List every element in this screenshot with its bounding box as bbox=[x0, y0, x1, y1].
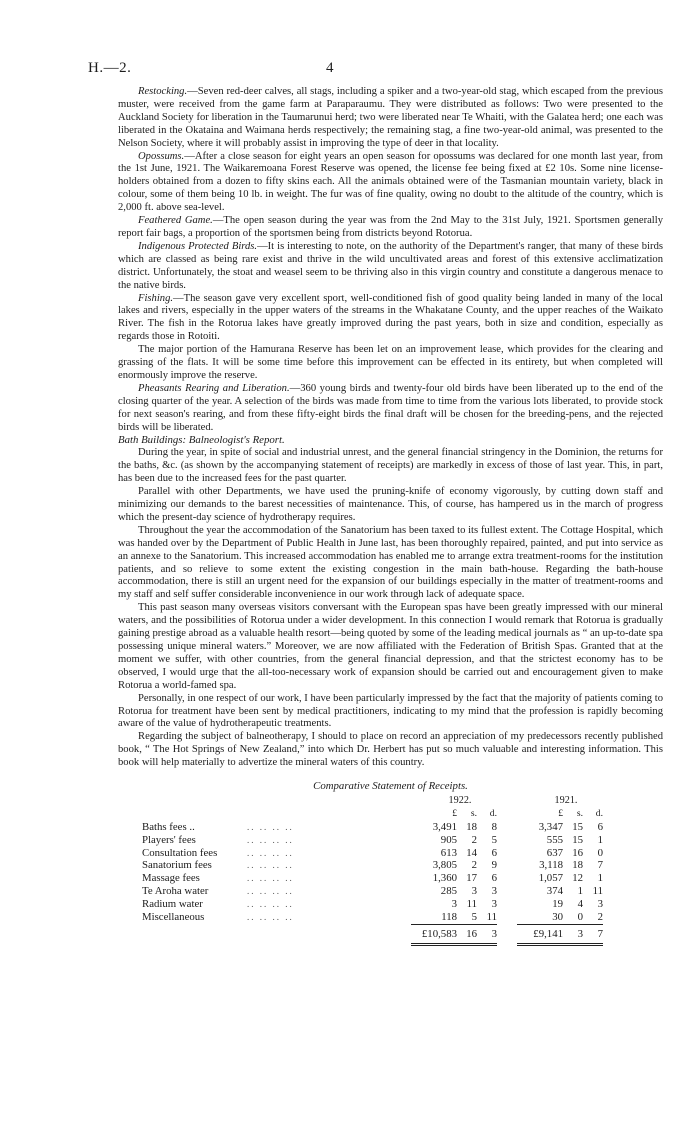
paragraph-text: —The season gave very excellent sport, well-conditioned fish of good quality being landed in many of the local lakes and rivers, especially in the upper waters of the streams in the Whakatane County, and the upper reaches of the Waikato River. The fish in the Rotorua lakes have greatly improved during the past years, both in size and condition, especially as regards those in Rotoiti. bbox=[118, 292, 663, 343]
table-row bbox=[142, 859, 603, 872]
column-gap bbox=[497, 898, 517, 911]
paragraph-text: —Seven red-deer calves, all stags, including a spiker and a two-year-old stag, which escaped from the previous muster, were received from the game farm at Paraparaumu. They were distributed as follows: Two were presented to the Auckland Society for liberation in the Taumarunui herd; two were liberated near Te Whaiti, with the Galatea herd; one each was liberated in the Okataina and Waimana herds respectively; the remaining stag, a fine two-year-old animal, was presented to the Nelson Society, where it will probably assist in improving the type of deer in that locality. bbox=[118, 86, 663, 149]
year-header-row bbox=[142, 795, 603, 808]
page-ref: H.—2. bbox=[88, 60, 132, 76]
unit-pounds: £ bbox=[558, 807, 563, 819]
paragraph bbox=[118, 215, 663, 241]
value-1921: 1 bbox=[597, 833, 603, 846]
value-1921: 6 bbox=[597, 820, 603, 833]
receipts-table bbox=[142, 795, 603, 946]
row-label: Massage fees bbox=[142, 872, 200, 885]
value-1921: 0 bbox=[577, 911, 583, 924]
section-title: Bath Buildings: Balneologist's Report. bbox=[118, 434, 285, 447]
value-1922: 3,805 bbox=[432, 859, 457, 872]
paragraph-lead: Feathered Game. bbox=[138, 215, 213, 227]
paragraph-lead: Pheasants Rearing and Liberation. bbox=[138, 382, 290, 394]
value-1921: 3,347 bbox=[538, 820, 563, 833]
value-1922: 613 bbox=[440, 846, 457, 859]
total-1921: 3 bbox=[563, 925, 583, 945]
paragraph-lead: Opossums. bbox=[138, 150, 185, 162]
paragraph-text: The major portion of the Hamurana Reserve has been let on an improvement lease, which provides for the clearing and grassing of the flats. It will be some time before this improvement can be effected in its entirety, but when completed will enormously improve the reserve. bbox=[118, 344, 663, 381]
table-row bbox=[142, 872, 603, 885]
value-1922: 3 bbox=[491, 885, 497, 898]
paragraph: During the year, in spite of social and industrial unrest, and the general financial stringency in the Dominion, the returns for the baths, &c. (as shown by the accompanying statement of receipts) are markedly in excess of those of last year. This, in part, has been due to the increased fees for the past quarter. bbox=[118, 447, 663, 485]
balneologist-section bbox=[118, 447, 663, 770]
column-gap bbox=[497, 885, 517, 898]
paragraph: Personally, in one respect of our work, I have been particularly impressed by the fact that the majority of patients coming to Rotorua for treatment have been sent by medical practitioners, indicating to my mind that the profession is rapidly becoming aware of the value of hydrotherapeutic treatments. bbox=[118, 692, 663, 730]
row-leader-dots: .. .. .. .. bbox=[247, 860, 294, 871]
value-1921: 18 bbox=[572, 859, 583, 872]
table-row bbox=[142, 911, 603, 924]
value-1921: 2 bbox=[597, 911, 603, 924]
total-1922: 16 bbox=[457, 925, 477, 945]
value-1921: 19 bbox=[552, 898, 563, 911]
column-gap bbox=[497, 821, 517, 834]
unit-pence: d. bbox=[489, 807, 497, 819]
value-1922: 11 bbox=[466, 898, 477, 911]
value-1922: 18 bbox=[466, 820, 477, 833]
value-1922: 905 bbox=[440, 833, 457, 846]
value-1922: 6 bbox=[491, 872, 497, 885]
row-label: Radium water bbox=[142, 898, 203, 911]
value-1922: 118 bbox=[441, 911, 457, 924]
value-1922: 11 bbox=[486, 911, 497, 924]
paragraph: Regarding the subject of balneotherapy, I should to place on record an appreciation of my predecessors recently published book, “ The Hot Springs of New Zealand,” into which Dr. Herbert has put so much valuable and interesting information. This book will help materially to advertize the mineral waters of this country. bbox=[118, 731, 663, 769]
paragraph-text: —360 young birds and twenty-four old birds have been liberated up to the end of the closing quarter of the year. A selection of the birds was made from time to time from the various lots liberated, to provide stock for next season's rearing, and from these fifty-eight birds the final draft will be chosen for the breeding-pens, and the rejected birds will be liberated. bbox=[118, 382, 663, 433]
paragraph bbox=[118, 293, 663, 345]
value-1922: 9 bbox=[491, 859, 497, 872]
value-1922: 3 bbox=[491, 898, 497, 911]
row-leader-dots: .. .. .. .. bbox=[247, 834, 294, 845]
row-label: Sanatorium fees bbox=[142, 859, 212, 872]
total-1921: £9,141 bbox=[517, 925, 563, 945]
paragraph-text: —After a close season for eight years an open season for opossums was declared for one month last year, from the 1st June, 1921. The Waikaremoana Forest Reserve was opened, the license fee being fixed at £2 10s. Some nine license-holders obtained from a dozen to fifty skins each. All the animals obtained were of the Tasmanian mountain variety, black in colour, some of them being 10 lb. in weight. The fur was of fine quality, owing no doubt to the altitude of the country, which is 2,000 ft. above sea-level. bbox=[118, 150, 663, 214]
total-1922: £10,583 bbox=[411, 925, 457, 945]
column-gap bbox=[497, 911, 517, 924]
value-1921: 0 bbox=[597, 846, 603, 859]
row-leader-dots: .. .. .. .. bbox=[247, 873, 294, 884]
column-gap bbox=[497, 847, 517, 860]
value-1921: 4 bbox=[577, 898, 583, 911]
column-gap bbox=[497, 925, 517, 945]
column-gap bbox=[497, 872, 517, 885]
value-1922: 2 bbox=[471, 859, 477, 872]
value-1921: 16 bbox=[572, 846, 583, 859]
value-1921: 11 bbox=[592, 885, 603, 898]
totals-spacer bbox=[247, 925, 411, 945]
paragraph: Throughout the year the accommodation of the Sanatorium has been taxed to its fullest extent. The Cottage Hospital, which was handed over by the Department of Public Health in June last, has been thoroughly repaired, painted, and put into service as an annexe to the Sanatorium. This increased accommodation has enabled me to arrange extra treatment-rooms for the institution patients, and so relieve to some extent the existing congestion in the main bath-house. Regarding the bath-house accommodation, there is still an urgent need for the expansion of our buildings especially in the matter of treatment-rooms and my staff and self suffer considerable inconvenience in our work through lack of adequate space. bbox=[118, 524, 663, 601]
paragraph: This past season many overseas visitors conversant with the European spas have been greatly impressed with our mineral waters, and the possibilities of Rotorua under a wider development. In this connection I would remark that Rotorua is gradually gaining prestige abroad as a valuable health resort—being quoted by some of the leading medical journals as “ an up-to-date spa possessing unique mineral waters.” Moreover, we are now affiliated with the Federation of British Spas. Granted that at the moment we suffer, with other countries, from the general financial depression, and that the strictest economy has to be observed, I would urge that the all-too-necessary work of expansion should be carried out and encouragement given to make Rotorua a world-famed spa. bbox=[118, 602, 663, 691]
paragraph bbox=[118, 383, 663, 435]
row-label: Te Aroha water bbox=[142, 885, 209, 898]
unit-pounds: £ bbox=[452, 807, 457, 819]
table-row bbox=[142, 885, 603, 898]
paragraph bbox=[118, 241, 663, 293]
value-1922: 17 bbox=[466, 872, 477, 885]
table-row bbox=[142, 847, 603, 860]
row-label: Consultation fees bbox=[142, 846, 218, 859]
value-1922: 3 bbox=[451, 898, 457, 911]
value-1921: 15 bbox=[572, 833, 583, 846]
value-1922: 14 bbox=[466, 846, 477, 859]
paragraph bbox=[118, 86, 663, 151]
table-row bbox=[142, 898, 603, 911]
value-1921: 7 bbox=[597, 859, 603, 872]
row-leader-dots: .. .. .. .. bbox=[247, 912, 294, 923]
row-leader-dots: .. .. .. .. bbox=[247, 886, 294, 897]
value-1922: 3 bbox=[471, 885, 477, 898]
table-row bbox=[142, 834, 603, 847]
value-1921: 30 bbox=[552, 911, 563, 924]
paragraph-lead: Restocking. bbox=[138, 86, 188, 97]
value-1922: 1,360 bbox=[432, 872, 457, 885]
unit-pence: d. bbox=[595, 807, 603, 819]
paragraph-lead: Fishing. bbox=[138, 292, 174, 304]
year-1922: 1922. bbox=[448, 794, 472, 806]
year-1921: 1921. bbox=[554, 794, 578, 806]
row-label: Baths fees .. bbox=[142, 820, 195, 833]
paragraph bbox=[118, 151, 663, 216]
total-1922: 3 bbox=[477, 925, 497, 945]
paragraph-text: —It is interesting to note, on the authority of the Department's ranger, that many of these birds which are classed as being rare exist and thrive in the wild uncultivated areas and forest of this extensive acclimatization district. Unfortunately, the stoat and weasel seem to be thriving also in this virgin country and constitute a dangerous menace to the native birds. bbox=[118, 240, 663, 291]
value-1922: 3,491 bbox=[432, 820, 457, 833]
value-1922: 5 bbox=[491, 833, 497, 846]
totals-row bbox=[142, 925, 603, 945]
page-body bbox=[118, 86, 663, 946]
value-1921: 637 bbox=[546, 846, 563, 859]
value-1922: 6 bbox=[491, 846, 497, 859]
value-1922: 285 bbox=[440, 885, 457, 898]
value-1922: 2 bbox=[471, 833, 477, 846]
paragraph: Parallel with other Departments, we have used the pruning-knife of economy vigorously, by cutting down staff and minimizing our demands to the barest necessities of maintenance. This, of course, has hampered us in the march of progress which the present-day science of hydrotherapy requires. bbox=[118, 486, 663, 523]
page-number: 4 bbox=[326, 60, 334, 76]
value-1921: 374 bbox=[546, 885, 563, 898]
units-row bbox=[142, 808, 603, 821]
row-leader-dots: .. .. .. .. bbox=[247, 821, 294, 832]
table-title: Comparative Statement of Receipts. bbox=[313, 780, 468, 793]
value-1921: 1 bbox=[577, 885, 583, 898]
row-leader-dots: .. .. .. .. bbox=[247, 899, 294, 910]
value-1921: 15 bbox=[572, 820, 583, 833]
value-1921: 1,057 bbox=[538, 872, 563, 885]
unit-shillings: s. bbox=[576, 807, 583, 819]
value-1921: 1 bbox=[597, 872, 603, 885]
paragraph-lead: Indigenous Protected Birds. bbox=[138, 240, 258, 252]
column-gap bbox=[497, 859, 517, 872]
row-leader-dots: .. .. .. .. bbox=[247, 847, 294, 858]
paragraph bbox=[118, 344, 663, 383]
unit-shillings: s. bbox=[470, 807, 477, 819]
total-1921: 7 bbox=[583, 925, 603, 945]
row-label: Players' fees bbox=[142, 833, 196, 846]
value-1921: 12 bbox=[572, 872, 583, 885]
column-gap bbox=[497, 834, 517, 847]
row-label: Miscellaneous bbox=[142, 911, 205, 924]
value-1921: 555 bbox=[546, 833, 563, 846]
value-1922: 8 bbox=[491, 820, 497, 833]
value-1921: 3,118 bbox=[539, 859, 563, 872]
totals-label bbox=[142, 925, 247, 945]
acclimatization-section bbox=[118, 86, 663, 434]
value-1921: 3 bbox=[597, 898, 603, 911]
value-1922: 5 bbox=[471, 911, 477, 924]
paragraph-text: —The open season during the year was from the 2nd May to the 31st July, 1921. Sportsmen generally report fair bags, a proportion of the sportsmen being from districts beyond Rotorua. bbox=[118, 215, 663, 239]
table-row bbox=[142, 821, 603, 834]
